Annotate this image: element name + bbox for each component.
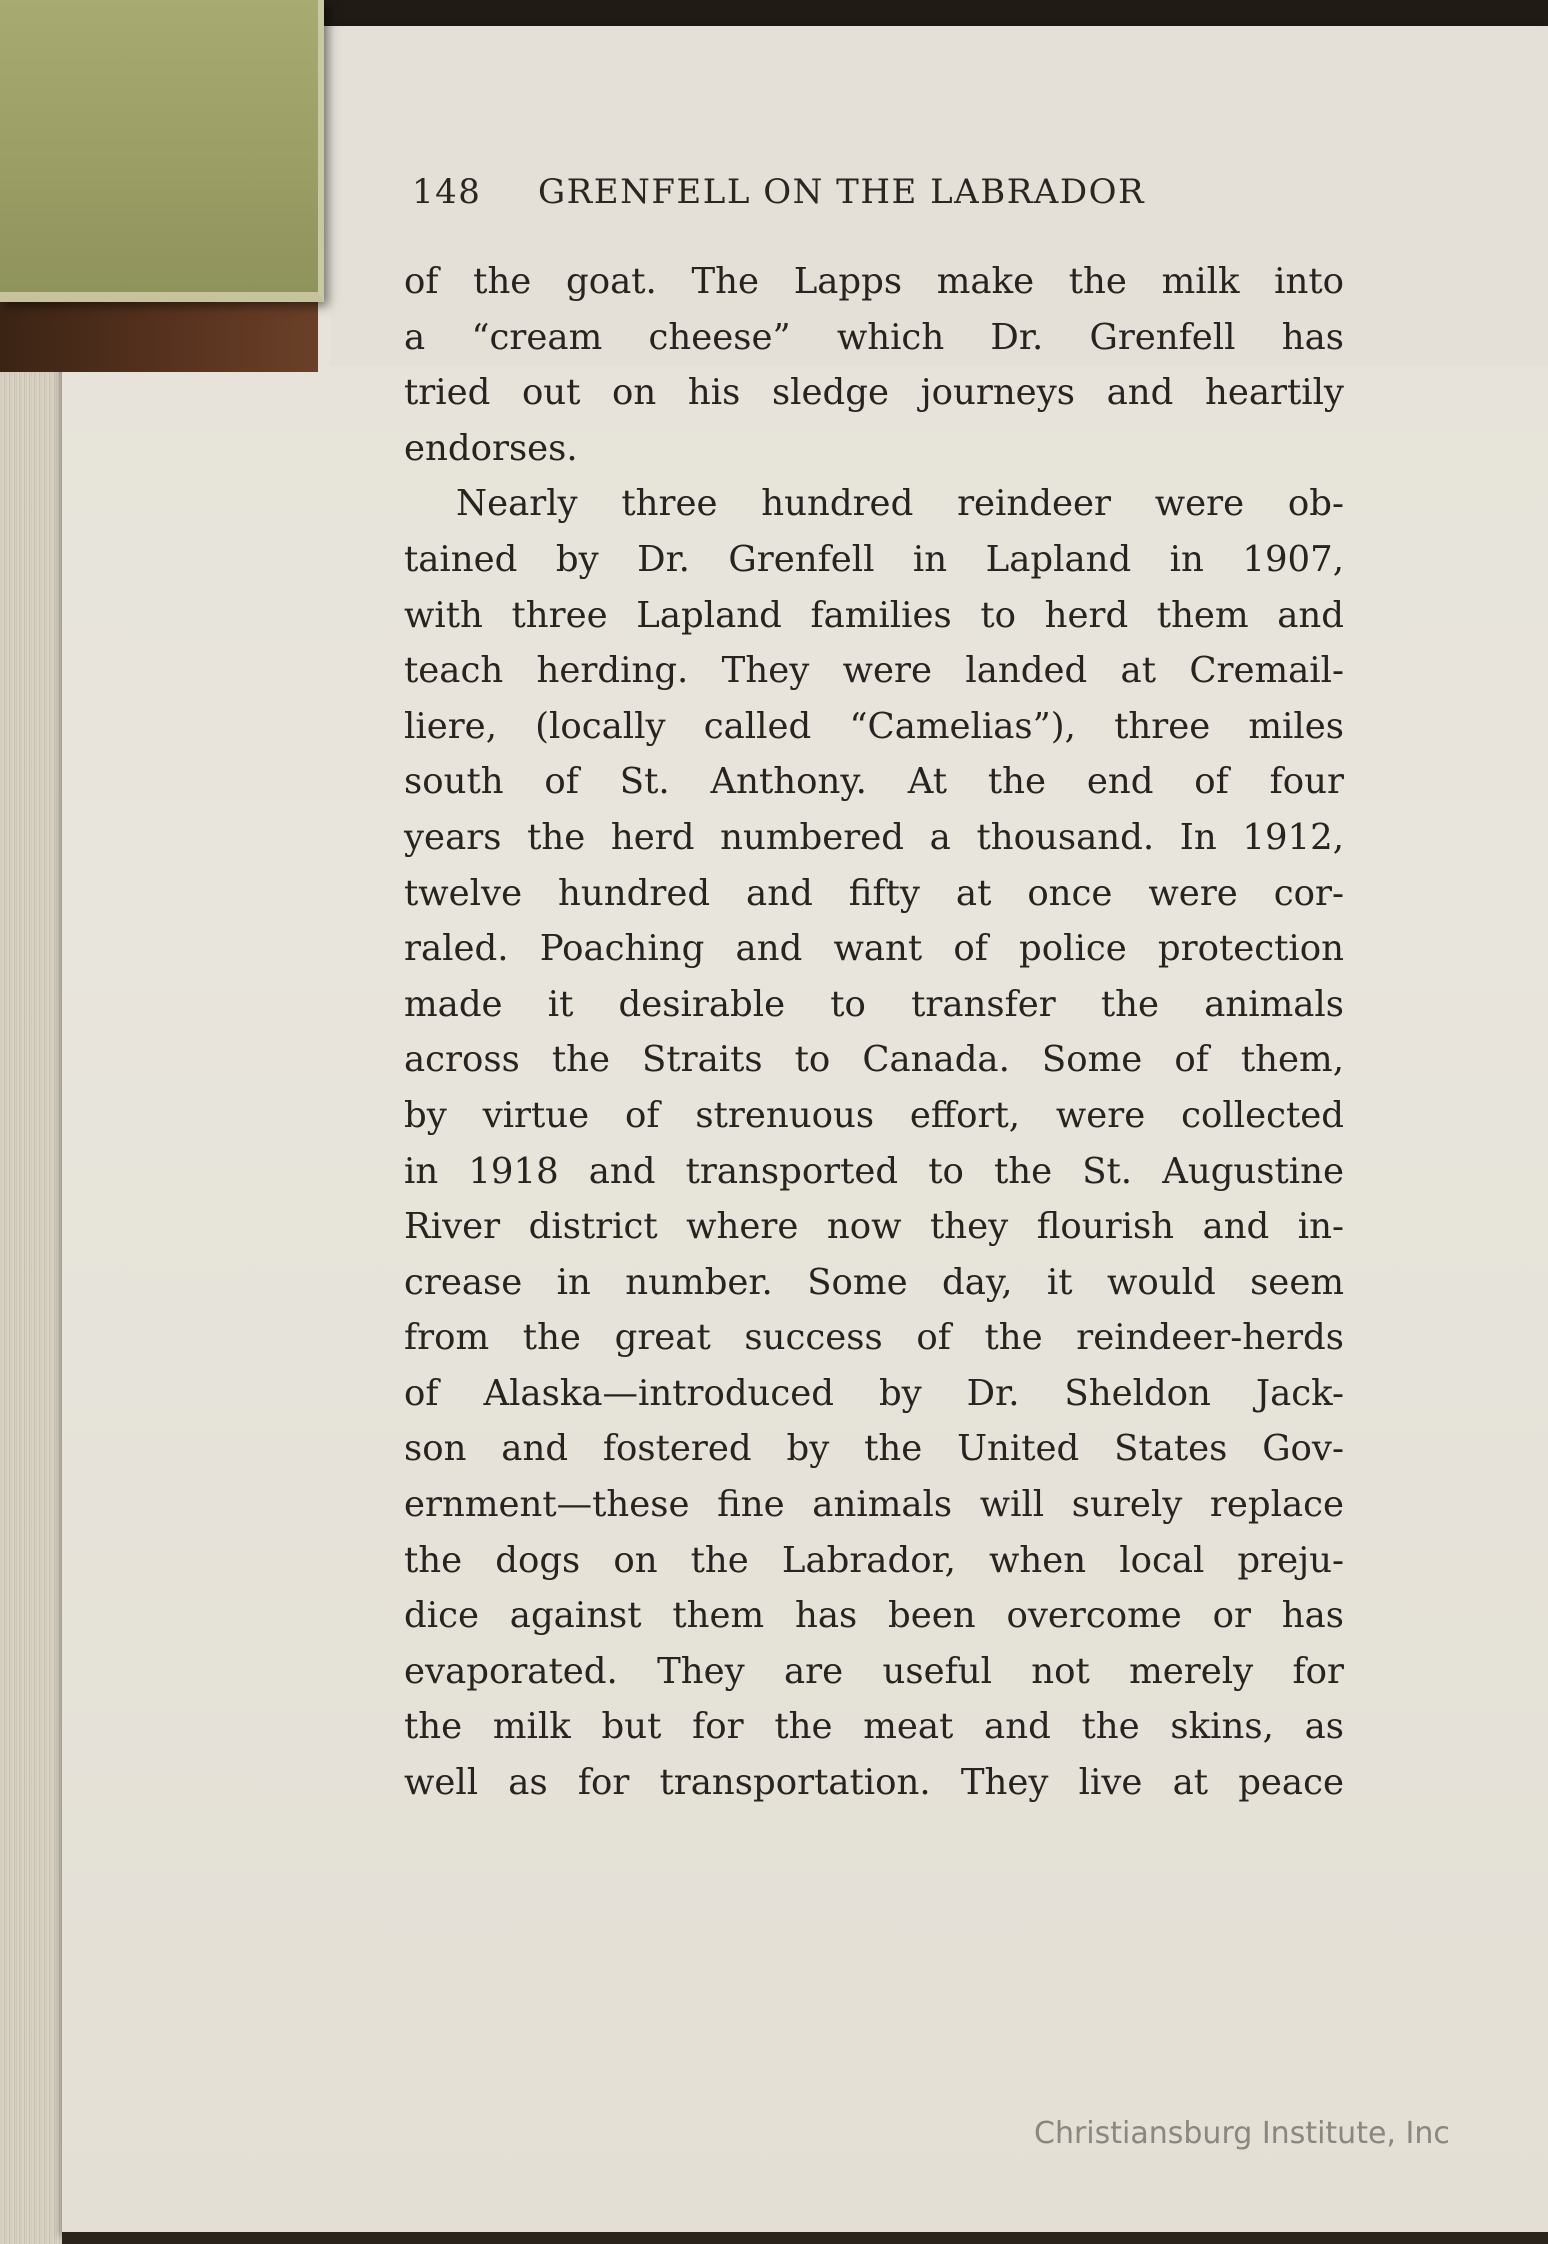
text-line: crease in number. Some day, it would seem	[404, 1261, 1344, 1303]
text-line: the dogs on the Labrador, when local preju-	[404, 1539, 1344, 1581]
body-text	[404, 254, 1344, 1811]
text-line: of the goat. The Lapps make the milk into	[404, 261, 1344, 302]
text-line: a “cream cheese” which Dr. Grenfell has	[404, 316, 1344, 358]
running-head	[412, 172, 1342, 228]
cover-shadow	[0, 292, 318, 372]
page-number: 148	[412, 172, 482, 212]
text-line: across the Straits to Canada. Some of them,	[404, 1039, 1344, 1081]
text-line: evaporated. They are useful not merely for	[404, 1650, 1344, 1692]
text-line: teach herding. They were landed at Cremail-	[404, 650, 1344, 692]
text-line: twelve hundred and fifty at once were cor-	[404, 872, 1344, 914]
text-line: tained by Dr. Grenfell in Lapland in 1907,	[404, 538, 1344, 580]
text-line: from the great success of the reindeer-herds	[404, 1317, 1344, 1359]
text-line: well as for transportation. They live at peace	[404, 1762, 1344, 1804]
text-line: tried out on his sledge journeys and heartily	[404, 372, 1344, 414]
text-line: of Alaska—introduced by Dr. Sheldon Jack-	[404, 1372, 1344, 1414]
text-line: the milk but for the meat and the skins, as	[404, 1706, 1344, 1748]
text-line: endorses.	[404, 427, 578, 469]
running-title: GRENFELL ON THE LABRADOR	[538, 172, 1146, 212]
text-line: with three Lapland families to herd them and	[404, 594, 1344, 636]
text-line: dice against them has been overcome or has	[404, 1595, 1344, 1637]
text-line: Nearly three hundred reindeer were ob-	[456, 483, 1344, 525]
book-cover	[0, 0, 324, 302]
text-line: son and fostered by the United States Gov-	[404, 1428, 1344, 1470]
page-edges	[0, 360, 70, 2244]
text-line: years the herd numbered a thousand. In 1912,	[404, 816, 1344, 858]
text-line: by virtue of strenuous effort, were collected	[404, 1094, 1344, 1136]
watermark: Christiansburg Institute, Inc	[1034, 2116, 1450, 2151]
text-line: ernment—these fine animals will surely replace	[404, 1484, 1344, 1526]
text-line: made it desirable to transfer the animals	[404, 983, 1344, 1025]
text-line: in 1918 and transported to the St. Augustine	[404, 1150, 1344, 1192]
page-bottom-edge	[62, 2232, 1548, 2244]
text-line: liere, (locally called “Camelias”), three miles	[404, 705, 1344, 747]
text-line: raled. Poaching and want of police protection	[404, 928, 1344, 970]
text-line: south of St. Anthony. At the end of four	[404, 761, 1344, 803]
text-line: River district where now they flourish and in-	[404, 1206, 1344, 1248]
